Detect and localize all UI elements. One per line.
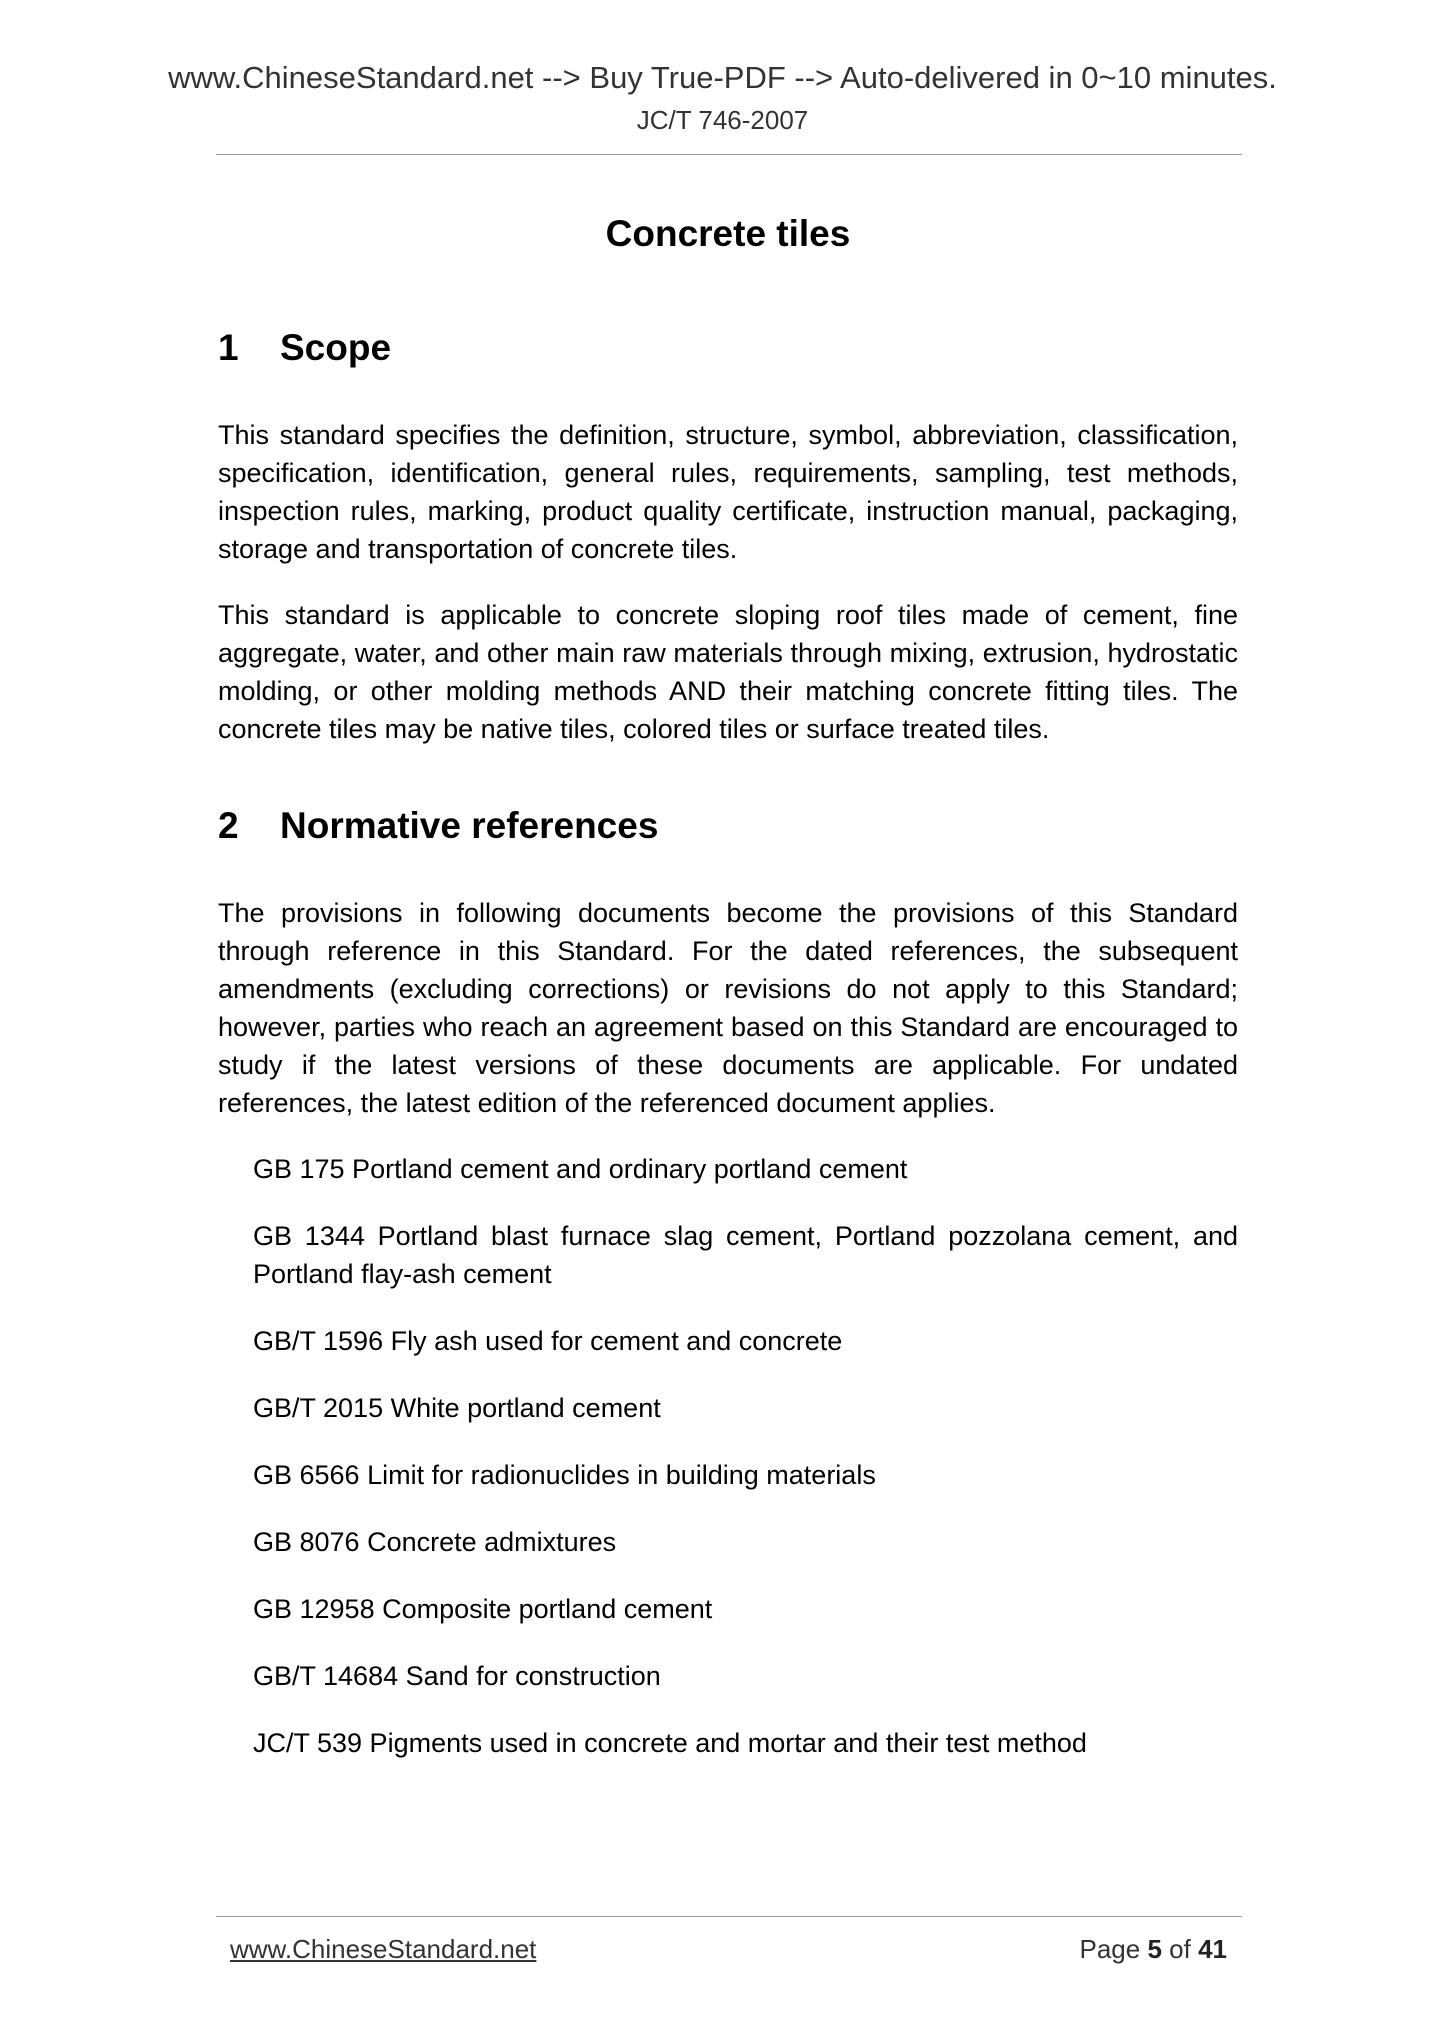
reference-item: GB 8076 Concrete admixtures <box>253 1527 617 1557</box>
paragraph: The provisions in following documents become the provisions of this Standard through reference in this Standard. For the dated references, the subsequent amendments (excluding corrections) or revisions do not apply to this Standard; however, parties who reach an agreement based on this Standard are encouraged to study if the latest versions of these documents are applicable. For undated references, the latest edition of the referenced document applies. <box>218 898 1238 1118</box>
document-title: Concrete tiles <box>605 213 851 254</box>
section-heading <box>218 802 1238 850</box>
paragraph: This standard is applicable to concrete sloping roof tiles made of cement, fine aggregate, water, and other main raw materials through mixing, extrusion, hydrostatic molding, or other molding methods AND their matching concrete fitting tiles. The concrete tiles may be native tiles, colored tiles or surface treated tiles. <box>218 600 1238 744</box>
section-title: Normative references <box>280 805 659 846</box>
footer-website-link[interactable]: www.ChineseStandard.net <box>230 1934 537 1964</box>
section-number: 2 <box>218 805 239 846</box>
reference-item: GB 12958 Composite portland cement <box>253 1594 713 1624</box>
header-divider <box>216 154 1242 155</box>
reference-item: GB/T 14684 Sand for construction <box>253 1661 661 1691</box>
reference-item: GB 6566 Limit for radionuclides in building materials <box>253 1460 876 1490</box>
footer-divider <box>216 1916 1242 1917</box>
page-content <box>218 210 1238 1791</box>
page-total: 41 <box>1198 1934 1227 1964</box>
page-number <box>1079 1932 1227 1966</box>
reference-item: GB/T 1596 Fly ash used for cement and concrete <box>253 1326 843 1356</box>
section-scope <box>218 324 1238 748</box>
section-heading <box>218 324 1238 372</box>
section-normative-references <box>218 802 1238 1762</box>
page-label: Page <box>1079 1934 1141 1964</box>
reference-list <box>218 1150 1238 1762</box>
section-number: 1 <box>218 327 239 368</box>
page-of-label: of <box>1169 1934 1191 1964</box>
reference-item: GB 1344 Portland blast furnace slag cement, Portland pozzolana cement, and Portland flay-ash cement <box>253 1221 1238 1289</box>
paragraph: This standard specifies the definition, structure, symbol, abbreviation, classification, specification, identification, general rules, requirements, sampling, test methods, inspection rules, marking, product quality certificate, instruction manual, packaging, storage and transportation of concrete tiles. <box>218 420 1238 564</box>
reference-item: GB 175 Portland cement and ordinary portland cement <box>253 1154 908 1184</box>
page-current: 5 <box>1147 1934 1162 1964</box>
header-banner: www.ChineseStandard.net --> Buy True-PDF --> Auto-delivered in 0~10 minutes. <box>168 60 1277 95</box>
standard-code: JC/T 746-2007 <box>636 105 809 135</box>
reference-item: JC/T 539 Pigments used in concrete and mortar and their test method <box>253 1728 1087 1758</box>
section-title: Scope <box>280 327 392 368</box>
reference-item: GB/T 2015 White portland cement <box>253 1393 661 1423</box>
